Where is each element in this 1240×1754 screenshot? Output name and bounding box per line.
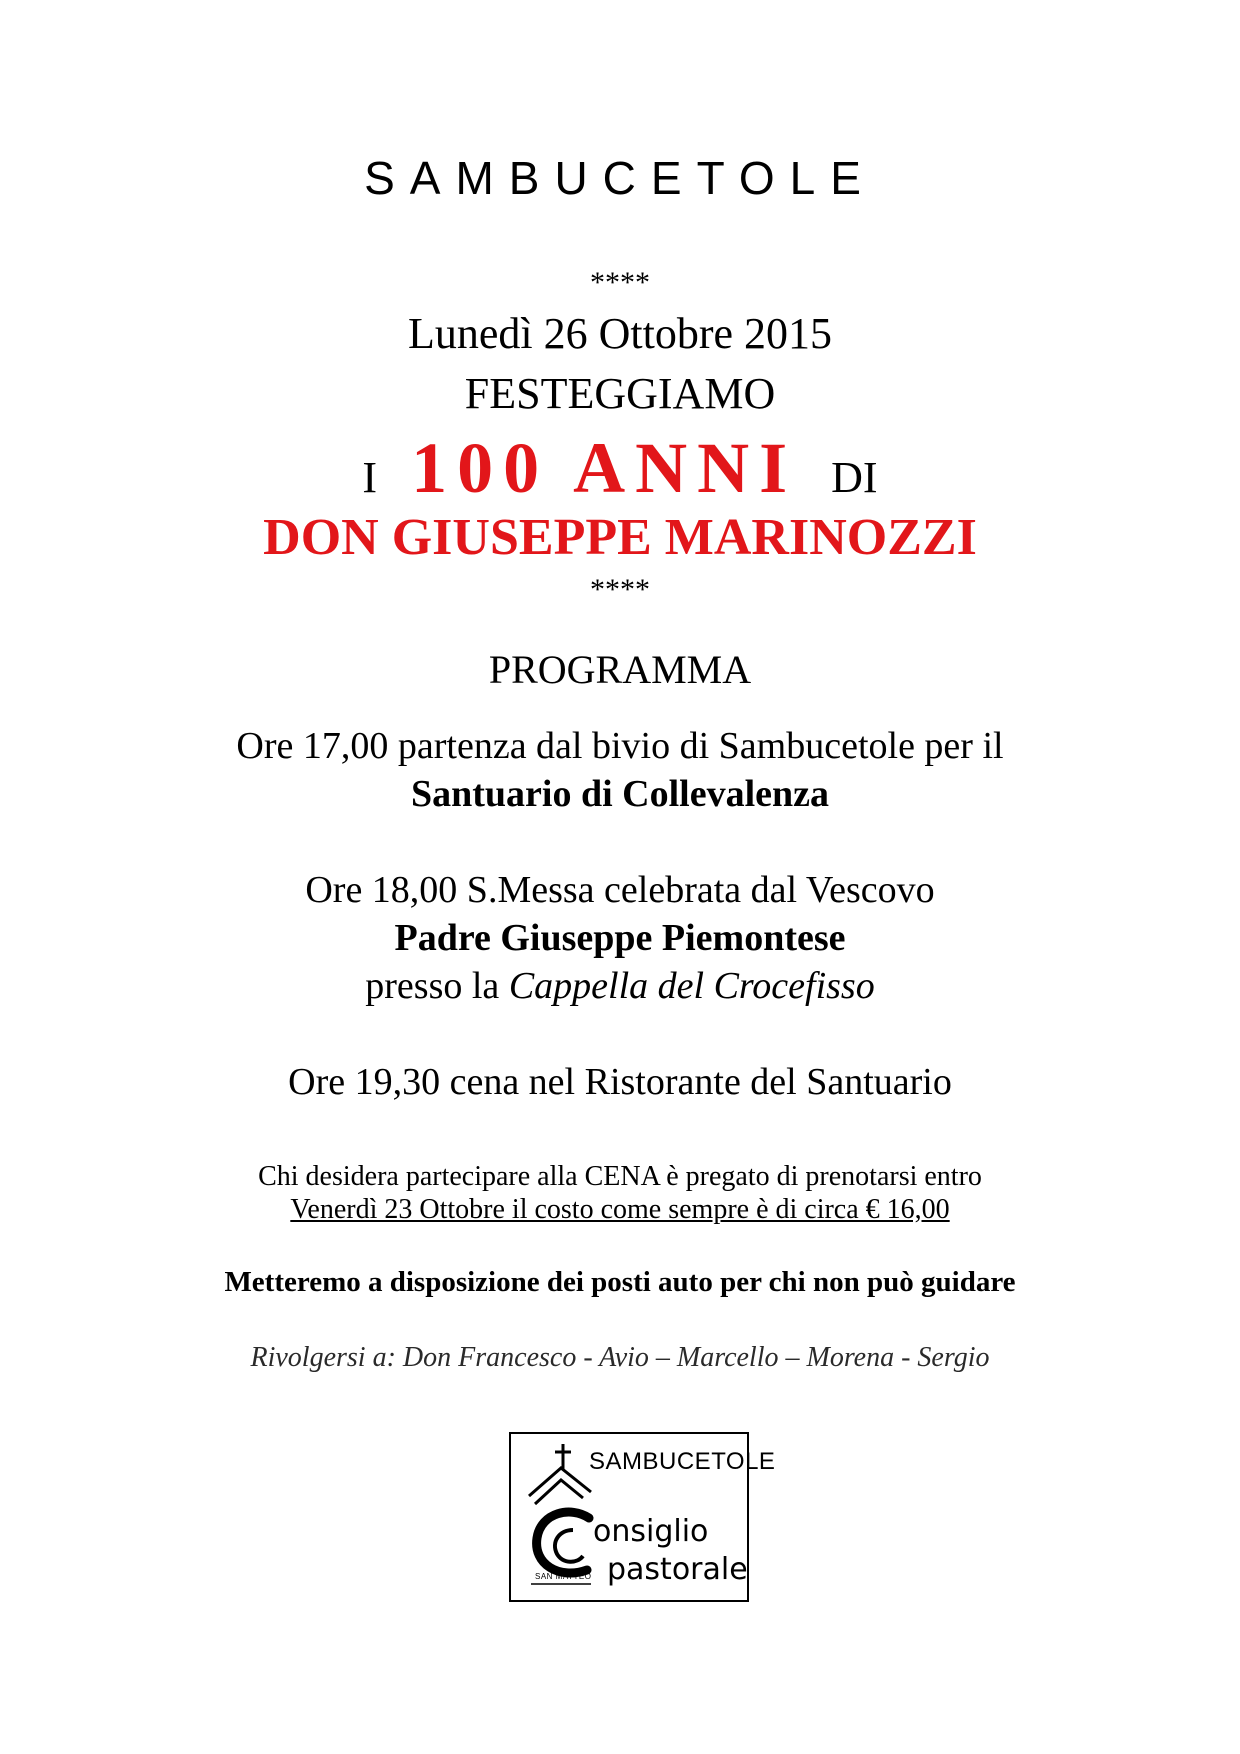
program-item-2-line-3 [0,967,1240,1005]
program-item-2-line-1: Ore 18,00 S.Messa celebrata dal Vescovo [305,869,935,911]
page-heading: SAMBUCETOLE [364,152,876,204]
program-item-2-line-2: Padre Giuseppe Piemontese [394,917,846,959]
program-item-2-line-3-italic: Cappella del Crocefisso [508,965,875,1007]
car-availability-note: Metteremo a disposizione dei posti auto per chi non può guidare [224,1266,1016,1298]
stars-divider-bottom: **** [590,573,650,606]
anni-prefix: I [362,453,378,502]
program-item-3: Ore 19,30 cena nel Ristorante del Santuario [288,1061,952,1103]
program-item-2-line-3-prefix: presso la [365,965,500,1007]
logo-mid-text: onsiglio [593,1514,709,1549]
dinner-note-line-1: Chi desidera partecipare alla CENA è pregato di prenotarsi entro [258,1161,982,1192]
program-item-1-line-1: Ore 17,00 partenza dal bivio di Sambucetole per il [236,725,1004,767]
honoree-name: DON GIUSEPPE MARINOZZI [263,509,977,566]
contact-line: Rivolgersi a: Don Francesco - Avio – Marcello – Morena - Sergio [250,1342,990,1373]
logo-top-text: SAMBUCETOLE [589,1448,776,1475]
dinner-note-line-2-text: Venerdì 23 Ottobre il costo come sempre è di circa € 16,00 [290,1194,950,1225]
dinner-note-line-2 [0,1196,1240,1224]
logo-bottom-text: pastorale [607,1552,748,1587]
anni-highlight: 100 ANNI [411,428,798,508]
logo-small-text: SAN MATTEO [535,1572,592,1581]
anni-suffix: DI [831,453,878,502]
event-date: Lunedì 26 Ottobre 2015 [407,309,833,358]
stars-divider-top: **** [590,266,650,299]
program-item-1-line-2: Santuario di Collevalenza [410,773,830,815]
anni-line [0,428,1240,508]
consiglio-pastorale-logo [509,1432,776,1602]
programma-title: PROGRAMMA [488,647,752,692]
festeggiamo-text: FESTEGGIAMO [464,369,776,418]
